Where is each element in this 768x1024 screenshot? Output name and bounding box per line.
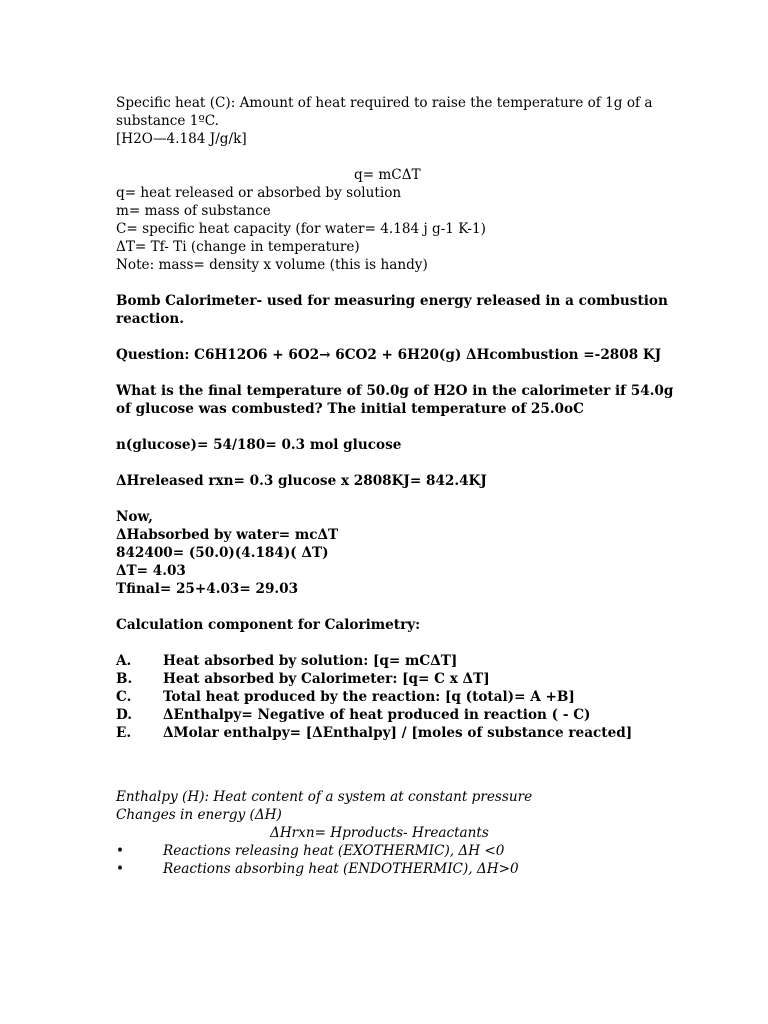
list-marker: C. xyxy=(116,689,132,705)
list-item xyxy=(116,688,676,706)
list-marker: D. xyxy=(116,707,133,723)
term-q: q= heat released or absorbed by solution xyxy=(116,185,402,201)
question-reaction xyxy=(116,346,676,364)
reaction-reactants: Question: C6H12O6 + 6O2 xyxy=(116,347,320,363)
enthalpy-definition: Enthalpy (H): Heat content of a system at constant pressure xyxy=(116,789,533,805)
solution-steps xyxy=(116,508,676,598)
specific-heat-section xyxy=(116,94,676,274)
list-item-text: Reactions absorbing heat (ENDOTHERMIC), ΔH>0 xyxy=(163,861,519,877)
document-page xyxy=(116,94,676,878)
bullet-icon: • xyxy=(116,843,125,859)
solution-step: ΔHabsorbed by water= mcΔT xyxy=(116,527,339,543)
components-heading: Calculation component for Calorimetry: xyxy=(116,617,421,633)
solution-step: Tfinal= 25+4.03= 29.03 xyxy=(116,581,299,597)
mass-note: Note: mass= density x volume (this is handy) xyxy=(116,257,428,273)
water-specific-heat: [H2O—4.184 J/g/k] xyxy=(116,131,247,147)
list-marker: E. xyxy=(116,725,132,741)
heat-equation: q= mCΔT xyxy=(354,167,421,183)
components-list xyxy=(116,652,676,742)
enthalpy-equation: ΔHrxn= Hproducts- Hreactants xyxy=(270,825,489,841)
enthalpy-section xyxy=(116,788,676,878)
list-item-text: ΔEnthalpy= Negative of heat produced in reaction ( - C) xyxy=(163,707,591,723)
reaction-arrow-icon: → xyxy=(319,347,331,363)
solution-step: 842400= (50.0)(4.184)( ΔT) xyxy=(116,545,329,561)
bullet-icon: • xyxy=(116,861,125,877)
moles-glucose: n(glucose)= 54/180= 0.3 mol glucose xyxy=(116,437,402,453)
list-item-text: Heat absorbed by Calorimeter: [q= C x ΔT] xyxy=(163,671,490,687)
list-item xyxy=(116,860,676,878)
term-c: C= specific heat capacity (for water= 4.184 j g-1 K-1) xyxy=(116,221,486,237)
energy-changes: Changes in energy (ΔH) xyxy=(116,807,282,823)
term-delta-t: ΔT= Tf- Ti (change in temperature) xyxy=(116,239,360,255)
solution-step: Now, xyxy=(116,509,153,525)
solution-step: ΔT= 4.03 xyxy=(116,563,186,579)
reaction-products: 6CO2 + 6H20(g) ΔHcombustion =-2808 KJ xyxy=(330,347,662,363)
list-item-text: Total heat produced by the reaction: [q (total)= A +B] xyxy=(163,689,575,705)
list-marker: A. xyxy=(116,653,132,669)
heat-released: ΔHreleased rxn= 0.3 glucose x 2808KJ= 842.4KJ xyxy=(116,473,487,489)
specific-heat-definition: Specific heat (C): Amount of heat required to raise the temperature of 1g of a substance 1ºC. xyxy=(116,95,653,129)
bomb-calorimeter-definition: Bomb Calorimeter- used for measuring energy released in a combustion reaction. xyxy=(116,293,668,327)
list-item xyxy=(116,706,676,724)
list-item-text: Reactions releasing heat (EXOTHERMIC), ΔH <0 xyxy=(163,843,505,859)
question-prompt: What is the final temperature of 50.0g of H2O in the calorimeter if 54.0g of glucose was combusted? The initial temperature of 25.0oC xyxy=(116,383,674,417)
list-item xyxy=(116,724,676,742)
list-item xyxy=(116,652,676,670)
list-marker: B. xyxy=(116,671,133,687)
list-item-text: ΔMolar enthalpy= [ΔEnthalpy] / [moles of substance reacted] xyxy=(163,725,633,741)
list-item-text: Heat absorbed by solution: [q= mCΔT] xyxy=(163,653,458,669)
term-m: m= mass of substance xyxy=(116,203,271,219)
list-item xyxy=(116,842,676,860)
list-item xyxy=(116,670,676,688)
